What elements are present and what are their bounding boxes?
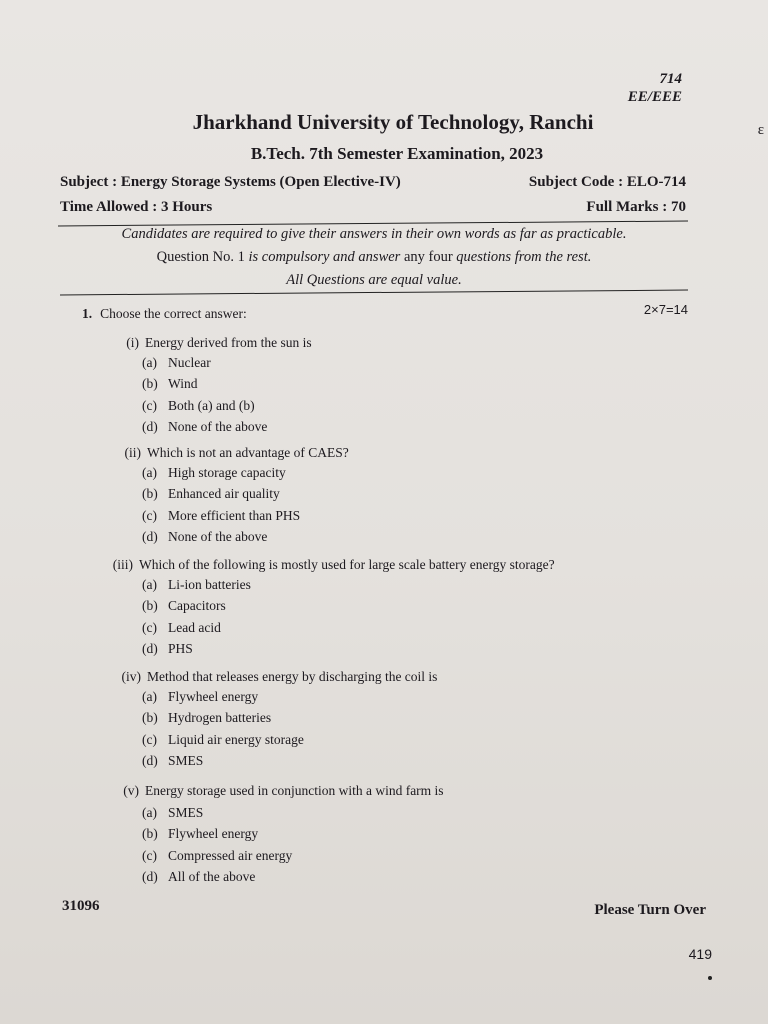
- option-text: SMES: [168, 805, 204, 820]
- instruction-line-1: Candidates are required to give their answers in their own words as far as practicable.: [121, 226, 627, 242]
- option-label: (d): [142, 752, 158, 768]
- sub-question-text: Energy storage used in conjunction with a wind farm is: [145, 783, 444, 798]
- sub-question-number: (iii): [112, 557, 133, 572]
- sub-question: [117, 783, 444, 799]
- question-text: Choose the correct answer:: [100, 306, 247, 321]
- option-text: Hydrogen batteries: [168, 710, 272, 726]
- instruction-part-italic: is compulsory and answer: [248, 249, 401, 265]
- sub-question-text: Which of the following is mostly used for large scale battery energy storage?: [139, 557, 555, 572]
- option-label: (b): [142, 826, 158, 842]
- answer-option: [142, 355, 211, 371]
- subject-name: Subject : Energy Storage Systems (Open Elective-IV): [60, 174, 401, 190]
- question-1-prompt: [82, 306, 247, 322]
- option-label: (b): [142, 376, 158, 392]
- full-marks: Full Marks : 70: [586, 199, 686, 215]
- option-label: (b): [142, 598, 158, 614]
- option-label: (c): [142, 507, 157, 523]
- option-text: Compressed air energy: [168, 847, 293, 863]
- sub-question: [117, 335, 312, 351]
- option-text: SMES: [168, 752, 204, 768]
- question-number: 1.: [82, 306, 93, 321]
- page-number: 419: [688, 946, 712, 962]
- divider-bottom: [60, 290, 688, 296]
- sub-question: [117, 669, 437, 685]
- subject-code: Subject Code : ELO-714: [528, 174, 686, 190]
- option-label: (a): [142, 355, 157, 370]
- instruction-line-3: All Questions are equal value.: [286, 272, 462, 288]
- option-label: (d): [142, 418, 158, 434]
- sub-question-text: Method that releases energy by discharging the coil is: [147, 669, 438, 684]
- please-turn-over: Please Turn Over: [594, 902, 706, 918]
- sub-question-text: Energy derived from the sun is: [145, 335, 312, 350]
- instruction-part: Question No. 1: [156, 249, 249, 265]
- subject-row: [60, 174, 686, 191]
- answer-option: [142, 508, 300, 524]
- answer-option: [142, 376, 197, 392]
- ink-dot: [708, 976, 712, 980]
- sub-question-text: Which is not an advantage of CAES?: [147, 445, 349, 460]
- option-label: (a): [142, 689, 157, 704]
- answer-option: [142, 848, 292, 864]
- answer-option: [142, 641, 193, 657]
- paper-code: 714: [659, 71, 682, 87]
- option-label: (c): [142, 619, 157, 635]
- answer-option: [142, 805, 203, 821]
- sub-question-number: (v): [123, 783, 139, 798]
- answer-option: [142, 598, 226, 614]
- time-marks-row: [60, 199, 686, 216]
- edge-mark: ε: [757, 122, 764, 138]
- answer-option: [142, 419, 267, 435]
- option-text: Both (a) and (b): [168, 397, 255, 413]
- answer-option: [142, 465, 286, 481]
- sub-question-number: (iv): [121, 669, 141, 684]
- option-text: Capacitors: [168, 598, 226, 614]
- option-text: Lead acid: [168, 619, 221, 635]
- option-text: Enhanced air quality: [168, 486, 280, 502]
- instruction-part: any four: [400, 249, 457, 265]
- time-allowed: Time Allowed : 3 Hours: [60, 199, 213, 215]
- option-label: (c): [142, 397, 157, 413]
- sub-question: [112, 557, 555, 573]
- answer-option: [142, 398, 255, 414]
- university-title: Jharkhand University of Technology, Ranchi: [192, 110, 594, 134]
- sub-question: [117, 445, 349, 461]
- answer-option: [142, 689, 258, 705]
- option-label: (b): [142, 486, 158, 502]
- option-label: (b): [142, 710, 158, 726]
- option-text: High storage capacity: [168, 465, 286, 480]
- option-label: (c): [142, 847, 157, 863]
- option-text: Li-ion batteries: [168, 577, 251, 592]
- paper-code-block: [628, 70, 682, 106]
- option-label: (d): [142, 640, 158, 656]
- answer-option: [142, 620, 221, 636]
- branch-code: EE/EEE: [627, 89, 682, 105]
- answer-option: [142, 529, 267, 545]
- answer-option: [142, 826, 258, 842]
- option-text: None of the above: [168, 528, 268, 544]
- answer-option: [142, 577, 251, 593]
- answer-option: [142, 710, 271, 726]
- option-label: (a): [142, 577, 157, 592]
- option-text: More efficient than PHS: [168, 507, 301, 523]
- option-text: Nuclear: [168, 355, 211, 370]
- option-label: (a): [142, 465, 157, 480]
- answer-option: [142, 869, 255, 885]
- instruction-line-2: [60, 249, 688, 266]
- answer-option: [142, 753, 203, 769]
- option-text: Flywheel energy: [168, 826, 259, 842]
- option-text: PHS: [168, 640, 193, 656]
- option-label: (c): [142, 731, 157, 747]
- option-text: All of the above: [168, 868, 256, 884]
- option-label: (d): [142, 868, 158, 884]
- sub-question-number: (ii): [124, 445, 141, 460]
- answer-option: [142, 732, 304, 748]
- option-text: Liquid air energy storage: [168, 731, 304, 747]
- option-text: None of the above: [168, 418, 268, 434]
- option-label: (d): [142, 528, 158, 544]
- option-label: (a): [142, 805, 157, 820]
- option-text: Flywheel energy: [168, 689, 259, 704]
- answer-option: [142, 486, 280, 502]
- footer-code: 31096: [62, 898, 100, 914]
- instruction-part-italic: questions from the rest.: [456, 249, 592, 265]
- option-text: Wind: [168, 376, 198, 392]
- question-marks: 2×7=14: [643, 302, 688, 317]
- exam-title: B.Tech. 7th Semester Examination, 2023: [250, 144, 544, 163]
- sub-question-number: (i): [126, 335, 139, 350]
